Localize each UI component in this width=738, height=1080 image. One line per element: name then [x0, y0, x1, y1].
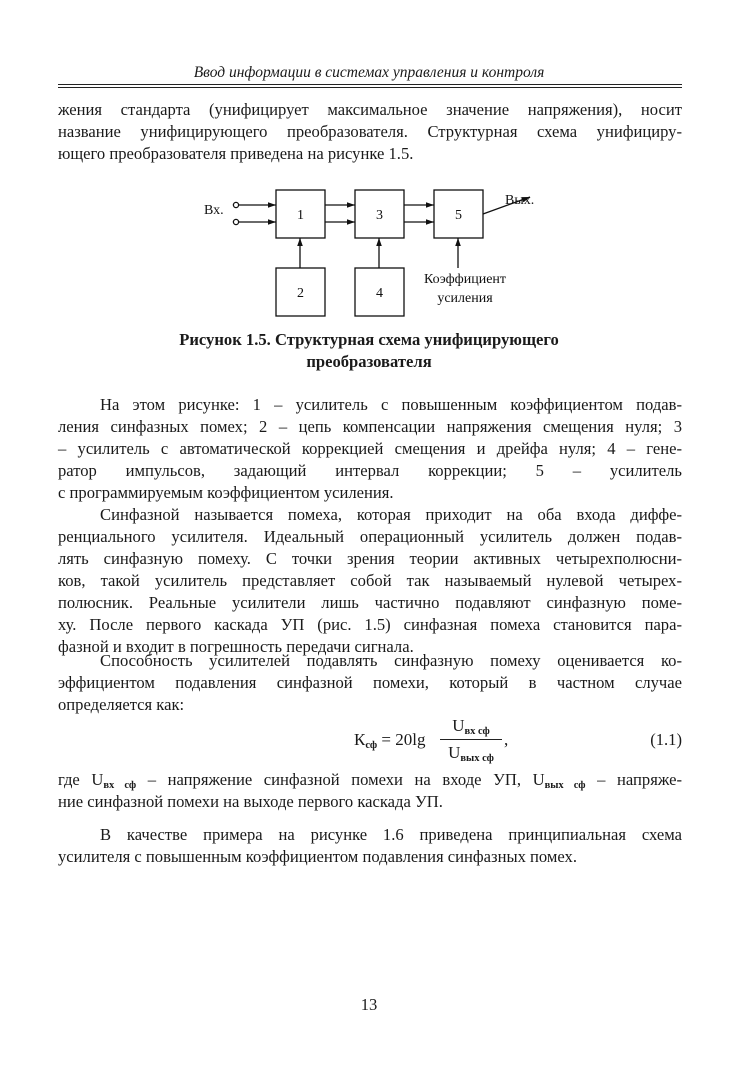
block-label: 1 — [297, 208, 304, 223]
where-start: где — [58, 770, 92, 789]
where-u2: U — [532, 770, 545, 789]
fraction-numerator — [440, 715, 502, 737]
denominator-sub: вых сф — [460, 753, 494, 764]
paragraph-common-mode — [58, 504, 682, 658]
numerator-sub: вх сф — [464, 726, 490, 737]
gain-label: Коэффициент — [423, 272, 507, 287]
text-line: ренциального усилителя. Идеальный операционный усилитель должен подав- — [58, 527, 682, 546]
text-line: Способность усилителей подавлять синфазную помеху оценивается ко- — [100, 651, 682, 670]
paragraph-where — [58, 769, 682, 813]
intro-paragraph — [58, 99, 682, 165]
text-line — [58, 769, 682, 791]
formula-log: = 20lg — [377, 730, 426, 749]
equation-1-1 — [58, 715, 682, 765]
where-u2-sub: вых сф — [544, 780, 586, 791]
text-line: эффициентом подавления синфазной помехи, который в частном случае — [58, 673, 682, 692]
figure-caption — [0, 329, 738, 373]
text-line: название унифицирующего преобразователя. Структурная схема унифициру- — [58, 122, 682, 141]
text-line: жения стандарта (унифицирует максимальное значение напряжения), носит — [58, 100, 682, 119]
text-line: ющего преобразователя приведена на рисунке 1.5. — [58, 144, 414, 163]
block-label: 5 — [455, 208, 462, 223]
text-line: В качестве примера на рисунке 1.6 приведена принципиальная схема — [100, 825, 682, 844]
text-line: ратор импульсов, задающий интервал коррекции; 5 – усилитель — [58, 461, 682, 480]
input-terminal-icon — [233, 219, 238, 224]
text-line: ков, такой усилитель представляет собой так называемый нулевой четырех- — [58, 571, 682, 590]
formula-k: К — [354, 730, 366, 749]
paragraph-legend — [58, 394, 682, 504]
where-u1: U — [91, 770, 104, 789]
output-label: Вых. — [505, 193, 535, 208]
formula-lhs — [354, 730, 425, 751]
numerator-u: U — [452, 716, 465, 735]
text-line: с программируемым коэффициентом усиления. — [58, 483, 394, 502]
formula-fraction — [440, 715, 502, 764]
block-label: 2 — [297, 286, 304, 301]
formula-k-sub: сф — [365, 740, 378, 751]
caption-line: преобразователя — [306, 352, 432, 371]
input-label: Вх. — [204, 203, 224, 218]
text-line: Синфазной называется помеха, которая приходит на оба входа диффе- — [100, 505, 682, 524]
text-line: лять синфазную помеху. С точки зрения теории активных четырехполюсни- — [58, 549, 682, 568]
text-line: На этом рисунке: 1 – усилитель с повышенным коэффициентом подав- — [100, 395, 682, 414]
text-line: ние синфазной помехи на выходе первого каскада УП. — [58, 792, 443, 811]
where-end: – напряже- — [585, 770, 683, 789]
denominator-u: U — [448, 743, 461, 762]
equation-number: (1.1) — [650, 730, 682, 749]
where-u1-sub: вх сф — [103, 780, 137, 791]
formula-comma: , — [504, 730, 509, 749]
page-number: 13 — [360, 995, 378, 1014]
where-mid: – напряжение синфазной помехи на входе УП, — [136, 770, 533, 789]
caption-line: Рисунок 1.5. Структурная схема унифицирующего — [179, 330, 559, 349]
block-label: 4 — [376, 286, 383, 301]
fraction-bar — [440, 739, 502, 740]
block-diagram — [0, 180, 738, 320]
text-line: – усилитель с автоматической коррекцией смещения и дрейфа нуля; 4 – гене- — [58, 439, 682, 458]
paragraph-rejection — [58, 650, 682, 716]
fraction-denominator — [440, 742, 502, 764]
text-line: усилителя с повышенным коэффициентом подавления синфазных помех. — [58, 847, 577, 866]
running-header: Ввод информации в системах управления и контроля — [193, 64, 545, 81]
header-rule — [58, 84, 682, 88]
text-line: ления синфазных помех; 2 – цепь компенсации напряжения смещения нуля; 3 — [58, 417, 682, 436]
text-line: полюсник. Реальные усилители лишь частично подавляют синфазную поме- — [58, 593, 682, 612]
text-line: фазной и входит в погрешность передачи сигнала. — [58, 637, 414, 656]
text-line: ху. После первого каскада УП (рис. 1.5) синфазная помеха становится пара- — [58, 615, 682, 634]
text-line: определяется как: — [58, 695, 185, 714]
gain-label: усиления — [437, 291, 493, 306]
block-label: 3 — [376, 208, 383, 223]
input-terminal-icon — [233, 202, 238, 207]
paragraph-example — [58, 824, 682, 868]
